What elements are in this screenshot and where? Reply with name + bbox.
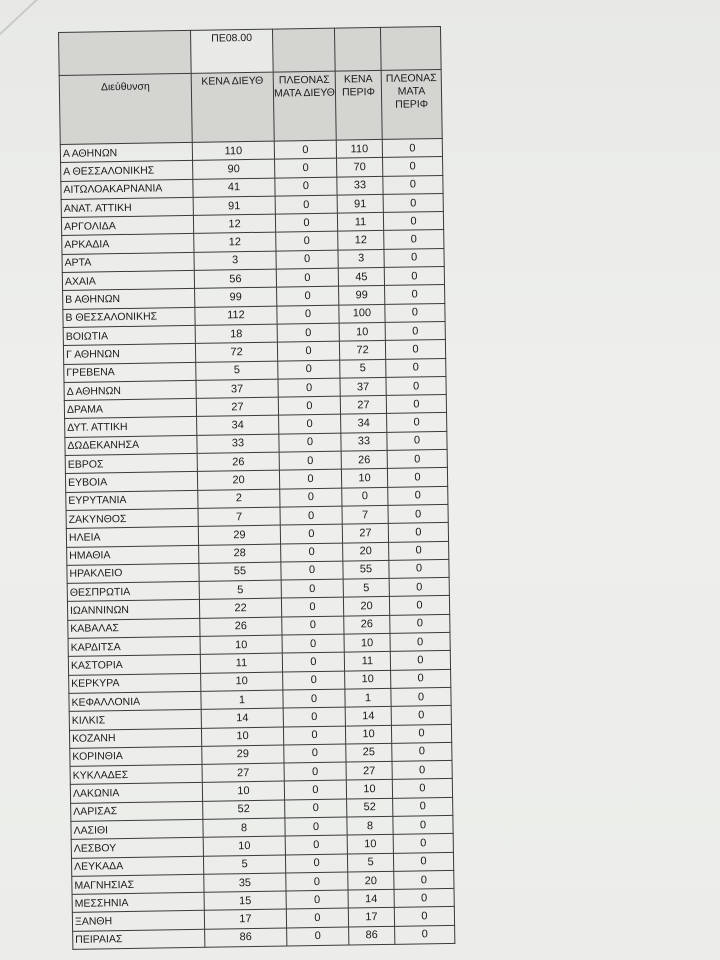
header-blank-cell (380, 26, 441, 70)
pleonasmata-dieuth-cell: 0 (283, 689, 345, 708)
kena-dieuth-cell: 2 (198, 489, 280, 509)
direction-name-cell: ΜΕΣΣΗΝΙΑ (72, 892, 204, 912)
direction-name-cell: ΚΕΡΚΥΡΑ (69, 673, 201, 693)
direction-name-cell: ΑΡΓΟΛΙΔΑ (61, 216, 193, 236)
direction-name-cell: Β ΑΘΗΝΩΝ (63, 289, 195, 309)
kena-perif-cell: 26 (344, 615, 390, 634)
kena-dieuth-cell: 110 (192, 141, 274, 161)
pleonasmata-perif-cell: 0 (389, 559, 449, 578)
kena-perif-cell: 1 (345, 688, 391, 707)
header-blank-cell (334, 27, 381, 71)
pleonasmata-dieuth-cell: 0 (279, 451, 341, 470)
kena-perif-cell: 37 (340, 377, 386, 396)
pleonasmata-dieuth-cell: 0 (277, 287, 339, 306)
pleonasmata-dieuth-cell: 0 (282, 616, 344, 635)
pleonasmata-dieuth-cell: 0 (280, 506, 342, 525)
direction-name-cell: ΗΛΕΙΑ (66, 527, 198, 547)
pleonasmata-dieuth-cell: 0 (281, 598, 343, 617)
pleonasmata-dieuth-cell: 0 (276, 232, 338, 251)
pleonasmata-dieuth-cell: 0 (277, 323, 339, 342)
pleonasmata-perif-cell: 0 (387, 413, 447, 432)
pleonasmata-perif-cell: 0 (395, 925, 455, 944)
pleonasmata-dieuth-cell: 0 (278, 396, 340, 415)
pleonasmata-perif-cell: 0 (384, 267, 444, 286)
pleonasmata-dieuth-cell: 0 (278, 360, 340, 379)
kena-perif-cell: 10 (347, 835, 393, 854)
kena-perif-cell: 5 (347, 853, 393, 872)
pleonasmata-dieuth-cell: 0 (284, 744, 346, 763)
pleonasmata-perif-cell: 0 (391, 706, 451, 725)
kena-dieuth-cell: 7 (198, 507, 280, 527)
kena-dieuth-cell: 55 (199, 562, 281, 582)
pleonasmata-perif-cell: 0 (387, 431, 447, 450)
pleonasmata-dieuth-cell: 0 (283, 671, 345, 690)
kena-perif-column-header: ΚΕΝΑ ΠΕΡΙΦ (335, 70, 382, 140)
header-blank-cell (272, 28, 335, 72)
kena-dieuth-cell: 29 (202, 745, 284, 765)
pleonasmata-perif-cell: 0 (394, 870, 454, 889)
kena-dieuth-cell: 33 (197, 434, 279, 454)
kena-perif-cell: 10 (344, 633, 390, 652)
kena-dieuth-cell: 14 (201, 708, 283, 728)
kena-dieuth-cell: 5 (196, 361, 278, 381)
pleonasmata-dieuth-cell: 0 (278, 378, 340, 397)
direction-name-cell: ΔΡΑΜΑ (64, 399, 196, 419)
pleonasmata-perif-cell: 0 (392, 742, 452, 761)
pleonasmata-perif-cell: 0 (383, 157, 443, 176)
direction-name-cell: ΕΥΒΟΙΑ (65, 472, 197, 492)
pleonasmata-perif-cell: 0 (393, 797, 453, 816)
kena-perif-cell: 27 (340, 396, 386, 415)
direction-name-cell: ΕΒΡΟΣ (65, 453, 197, 473)
pleonasmata-perif-cell: 0 (383, 175, 443, 194)
pleonasmata-perif-cell: 0 (388, 486, 448, 505)
direction-name-cell: ΚΑΡΔΙΤΣΑ (68, 636, 200, 656)
pleonasmata-perif-cell: 0 (389, 578, 449, 597)
kena-perif-cell: 26 (341, 450, 387, 469)
direction-name-cell: ΗΡΑΚΛΕΙΟ (67, 563, 199, 583)
pleonasmata-perif-cell: 0 (385, 285, 445, 304)
pleonasmata-dieuth-cell: 0 (284, 762, 346, 781)
direction-name-cell: ΑΡΚΑΔΙΑ (62, 234, 194, 254)
direction-name-cell: ΓΡΕΒΕΝΑ (64, 362, 196, 382)
kena-dieuth-cell: 15 (204, 891, 286, 911)
direction-name-cell: ΕΥΡΥΤΑΝΙΑ (66, 490, 198, 510)
kena-perif-cell: 55 (343, 560, 389, 579)
pleonasmata-perif-cell: 0 (392, 779, 452, 798)
kena-perif-cell: 5 (343, 578, 389, 597)
direction-name-cell: Β ΘΕΣΣΑΛΟΝΙΚΗΣ (63, 307, 195, 327)
direction-name-cell: ΛΑΣΙΘΙ (71, 819, 203, 839)
pleonasmata-dieuth-cell: 0 (285, 835, 347, 854)
staffing-table (58, 26, 455, 950)
direction-name-cell: ΚΑΣΤΟΡΙΑ (68, 655, 200, 675)
pleonasmata-dieuth-cell: 0 (276, 250, 338, 269)
kena-perif-cell: 14 (348, 889, 394, 908)
pleonasmata-dieuth-cell: 0 (275, 177, 337, 196)
direction-name-cell: ΖΑΚΥΝΘΟΣ (66, 508, 198, 528)
direction-name-cell: ΚΟΡΙΝΘΙΑ (70, 746, 202, 766)
specialty-code-header: ΠΕ08.00 (190, 29, 273, 73)
kena-perif-cell: 10 (341, 469, 387, 488)
kena-perif-cell: 11 (344, 652, 390, 671)
pleonasmata-perif-cell: 0 (391, 687, 451, 706)
kena-perif-cell: 17 (348, 908, 394, 927)
pleonasmata-dieuth-cell: 0 (283, 707, 345, 726)
direction-name-cell: ΞΑΝΘΗ (72, 911, 204, 931)
direction-name-cell: ΙΩΑΝΝΙΝΩΝ (67, 600, 199, 620)
pleonasmata-perif-cell: 0 (389, 541, 449, 560)
pleonasmata-dieuth-cell: 0 (282, 652, 344, 671)
kena-perif-cell: 20 (348, 871, 394, 890)
direction-name-cell: ΑΡΤΑ (62, 252, 194, 272)
direction-name-cell: ΛΕΣΒΟΥ (71, 838, 203, 858)
kena-dieuth-cell: 28 (199, 544, 281, 564)
pleonasmata-dieuth-cell: 0 (285, 817, 347, 836)
pleonasmata-dieuth-column-header: ΠΛΕΟΝΑΣ ΜΑΤΑ ΔΙΕΥΘ (273, 71, 336, 141)
pleonasmata-perif-cell: 0 (382, 138, 442, 157)
kena-perif-cell: 72 (339, 341, 385, 360)
pleonasmata-perif-cell: 0 (384, 248, 444, 267)
direction-name-cell: ΚΙΛΚΙΣ (69, 710, 201, 730)
pleonasmata-dieuth-cell: 0 (286, 872, 348, 891)
direction-name-cell: ΛΑΚΩΝΙΑ (70, 783, 202, 803)
direction-name-cell: ΠΕΙΡΑΙΑΣ (73, 929, 205, 949)
direction-name-cell: ΚΕΦΑΛΛΟΝΙΑ (69, 691, 201, 711)
pleonasmata-perif-cell: 0 (385, 321, 445, 340)
direction-name-cell: ΒΟΙΩΤΙΑ (63, 325, 195, 345)
kena-perif-cell: 11 (337, 213, 383, 232)
pleonasmata-dieuth-cell: 0 (277, 305, 339, 324)
kena-dieuth-cell: 5 (199, 580, 281, 600)
pleonasmata-dieuth-cell: 0 (274, 140, 336, 159)
kena-dieuth-cell: 26 (200, 617, 282, 637)
kena-perif-cell: 5 (340, 359, 386, 378)
pleonasmata-dieuth-cell: 0 (285, 854, 347, 873)
direction-name-cell: Δ ΑΘΗΝΩΝ (64, 380, 196, 400)
pleonasmata-perif-cell: 0 (384, 230, 444, 249)
kena-dieuth-cell: 41 (193, 178, 275, 198)
kena-dieuth-cell: 72 (195, 342, 277, 362)
pleonasmata-dieuth-cell: 0 (277, 341, 339, 360)
kena-dieuth-column-header: ΚΕΝΑ ΔΙΕΥΘ (191, 72, 274, 142)
kena-dieuth-cell: 12 (193, 214, 275, 234)
pleonasmata-dieuth-cell: 0 (275, 213, 337, 232)
kena-perif-cell: 20 (343, 542, 389, 561)
kena-dieuth-cell: 18 (195, 324, 277, 344)
pleonasmata-perif-cell: 0 (391, 669, 451, 688)
direction-name-cell: Α ΘΕΣΣΑΛΟΝΙΚΗΣ (61, 161, 193, 181)
kena-perif-cell: 12 (338, 231, 384, 250)
kena-perif-cell: 34 (341, 414, 387, 433)
pleonasmata-dieuth-cell: 0 (281, 579, 343, 598)
pleonasmata-dieuth-cell: 0 (282, 634, 344, 653)
kena-dieuth-cell: 20 (197, 470, 279, 490)
direction-name-cell: ΛΕΥΚΑΔΑ (71, 856, 203, 876)
pleonasmata-perif-cell: 0 (390, 651, 450, 670)
kena-perif-cell: 20 (343, 597, 389, 616)
kena-dieuth-cell: 34 (197, 416, 279, 436)
direction-name-cell: Α ΑΘΗΝΩΝ (60, 142, 192, 162)
kena-dieuth-cell: 10 (203, 836, 285, 856)
pleonasmata-perif-cell: 0 (393, 815, 453, 834)
kena-perif-cell: 91 (337, 194, 383, 213)
kena-dieuth-cell: 91 (193, 196, 275, 216)
kena-dieuth-cell: 26 (197, 452, 279, 472)
kena-dieuth-cell: 17 (204, 909, 286, 929)
kena-perif-cell: 10 (339, 322, 385, 341)
direction-name-cell: ΛΑΡΙΣΑΣ (71, 801, 203, 821)
direction-column-header: Διεύθυνση (59, 73, 192, 144)
kena-dieuth-cell: 90 (193, 159, 275, 179)
kena-dieuth-cell: 56 (194, 269, 276, 289)
direction-name-cell: Γ ΑΘΗΝΩΝ (63, 344, 195, 364)
kena-perif-cell: 10 (346, 780, 392, 799)
header-blank-cell (59, 30, 192, 75)
direction-name-cell: ΑΝΑΤ. ΑΤΤΙΚΗ (61, 197, 193, 217)
direction-name-cell: ΚΟΖΑΝΗ (69, 728, 201, 748)
kena-dieuth-cell: 27 (196, 397, 278, 417)
kena-perif-cell: 52 (347, 798, 393, 817)
pleonasmata-perif-column-header: ΠΛΕΟΝΑΣ ΜΑΤΑ ΠΕΡΙΦ (381, 69, 442, 139)
kena-perif-cell: 33 (337, 176, 383, 195)
direction-name-cell: ΑΧΑΙΑ (62, 270, 194, 290)
pleonasmata-perif-cell: 0 (388, 504, 448, 523)
kena-perif-cell: 100 (339, 304, 385, 323)
kena-perif-cell: 27 (346, 761, 392, 780)
kena-dieuth-cell: 37 (196, 379, 278, 399)
pleonasmata-dieuth-cell: 0 (275, 158, 337, 177)
pleonasmata-dieuth-cell: 0 (275, 195, 337, 214)
pleonasmata-dieuth-cell: 0 (279, 433, 341, 452)
pleonasmata-perif-cell: 0 (383, 212, 443, 231)
kena-perif-cell: 25 (346, 743, 392, 762)
pleonasmata-perif-cell: 0 (383, 193, 443, 212)
pleonasmata-perif-cell: 0 (385, 340, 445, 359)
kena-perif-cell: 27 (342, 524, 388, 543)
kena-dieuth-cell: 5 (203, 855, 285, 875)
pleonasmata-dieuth-cell: 0 (287, 927, 349, 946)
kena-dieuth-cell: 1 (201, 690, 283, 710)
pleonasmata-perif-cell: 0 (394, 907, 454, 926)
kena-dieuth-cell: 86 (205, 928, 287, 948)
pleonasmata-perif-cell: 0 (390, 614, 450, 633)
pleonasmata-dieuth-cell: 0 (280, 488, 342, 507)
pleonasmata-perif-cell: 0 (394, 889, 454, 908)
pleonasmata-perif-cell: 0 (389, 596, 449, 615)
pleonasmata-dieuth-cell: 0 (285, 799, 347, 818)
pleonasmata-perif-cell: 0 (386, 358, 446, 377)
direction-name-cell: ΔΥΤ. ΑΤΤΙΚΗ (65, 417, 197, 437)
direction-name-cell: ΘΕΣΠΡΩΤΙΑ (67, 581, 199, 601)
staffing-table-wrapper (58, 26, 454, 950)
kena-perif-cell: 10 (345, 670, 391, 689)
pleonasmata-dieuth-cell: 0 (279, 469, 341, 488)
kena-dieuth-cell: 22 (199, 598, 281, 618)
kena-perif-cell: 99 (339, 286, 385, 305)
kena-dieuth-cell: 10 (201, 727, 283, 747)
kena-perif-cell: 10 (345, 725, 391, 744)
pleonasmata-perif-cell: 0 (387, 449, 447, 468)
pleonasmata-perif-cell: 0 (392, 760, 452, 779)
kena-dieuth-cell: 8 (203, 818, 285, 838)
pleonasmata-dieuth-cell: 0 (281, 561, 343, 580)
kena-dieuth-cell: 11 (200, 653, 282, 673)
kena-perif-cell: 0 (342, 487, 388, 506)
kena-dieuth-cell: 12 (194, 233, 276, 253)
kena-perif-cell: 14 (345, 707, 391, 726)
pleonasmata-dieuth-cell: 0 (283, 726, 345, 745)
pleonasmata-perif-cell: 0 (387, 468, 447, 487)
pleonasmata-dieuth-cell: 0 (286, 890, 348, 909)
kena-dieuth-cell: 10 (202, 781, 284, 801)
pleonasmata-dieuth-cell: 0 (279, 415, 341, 434)
table-body (60, 138, 455, 949)
kena-dieuth-cell: 35 (204, 873, 286, 893)
kena-perif-cell: 45 (338, 267, 384, 286)
kena-dieuth-cell: 27 (202, 763, 284, 783)
kena-perif-cell: 33 (341, 432, 387, 451)
kena-dieuth-cell: 99 (195, 287, 277, 307)
direction-name-cell: ΗΜΑΘΙΑ (67, 545, 199, 565)
kena-perif-cell: 86 (349, 926, 395, 945)
pleonasmata-perif-cell: 0 (386, 395, 446, 414)
pleonasmata-perif-cell: 0 (385, 303, 445, 322)
kena-perif-cell: 110 (336, 139, 382, 158)
kena-perif-cell: 70 (337, 158, 383, 177)
kena-dieuth-cell: 112 (195, 306, 277, 326)
pleonasmata-perif-cell: 0 (391, 724, 451, 743)
kena-dieuth-cell: 52 (203, 800, 285, 820)
direction-name-cell: ΑΙΤΩΛΟΑΚΑΡΝΑΝΙΑ (61, 179, 193, 199)
direction-name-cell: ΜΑΓΝΗΣΙΑΣ (72, 874, 204, 894)
pleonasmata-perif-cell: 0 (390, 632, 450, 651)
pleonasmata-perif-cell: 0 (393, 834, 453, 853)
pleonasmata-dieuth-cell: 0 (276, 268, 338, 287)
kena-perif-cell: 3 (338, 249, 384, 268)
pleonasmata-dieuth-cell: 0 (286, 909, 348, 928)
pleonasmata-perif-cell: 0 (393, 852, 453, 871)
direction-name-cell: ΔΩΔΕΚΑΝΗΣΑ (65, 435, 197, 455)
direction-name-cell: ΚΥΚΛΑΔΕΣ (70, 764, 202, 784)
pleonasmata-dieuth-cell: 0 (280, 524, 342, 543)
direction-name-cell: ΚΑΒΑΛΑΣ (68, 618, 200, 638)
pleonasmata-perif-cell: 0 (386, 376, 446, 395)
pleonasmata-dieuth-cell: 0 (284, 780, 346, 799)
kena-dieuth-cell: 3 (194, 251, 276, 271)
kena-perif-cell: 7 (342, 505, 388, 524)
kena-dieuth-cell: 29 (198, 525, 280, 545)
kena-perif-cell: 8 (347, 816, 393, 835)
pleonasmata-perif-cell: 0 (388, 523, 448, 542)
kena-dieuth-cell: 10 (200, 635, 282, 655)
pleonasmata-dieuth-cell: 0 (281, 543, 343, 562)
kena-dieuth-cell: 10 (201, 672, 283, 692)
